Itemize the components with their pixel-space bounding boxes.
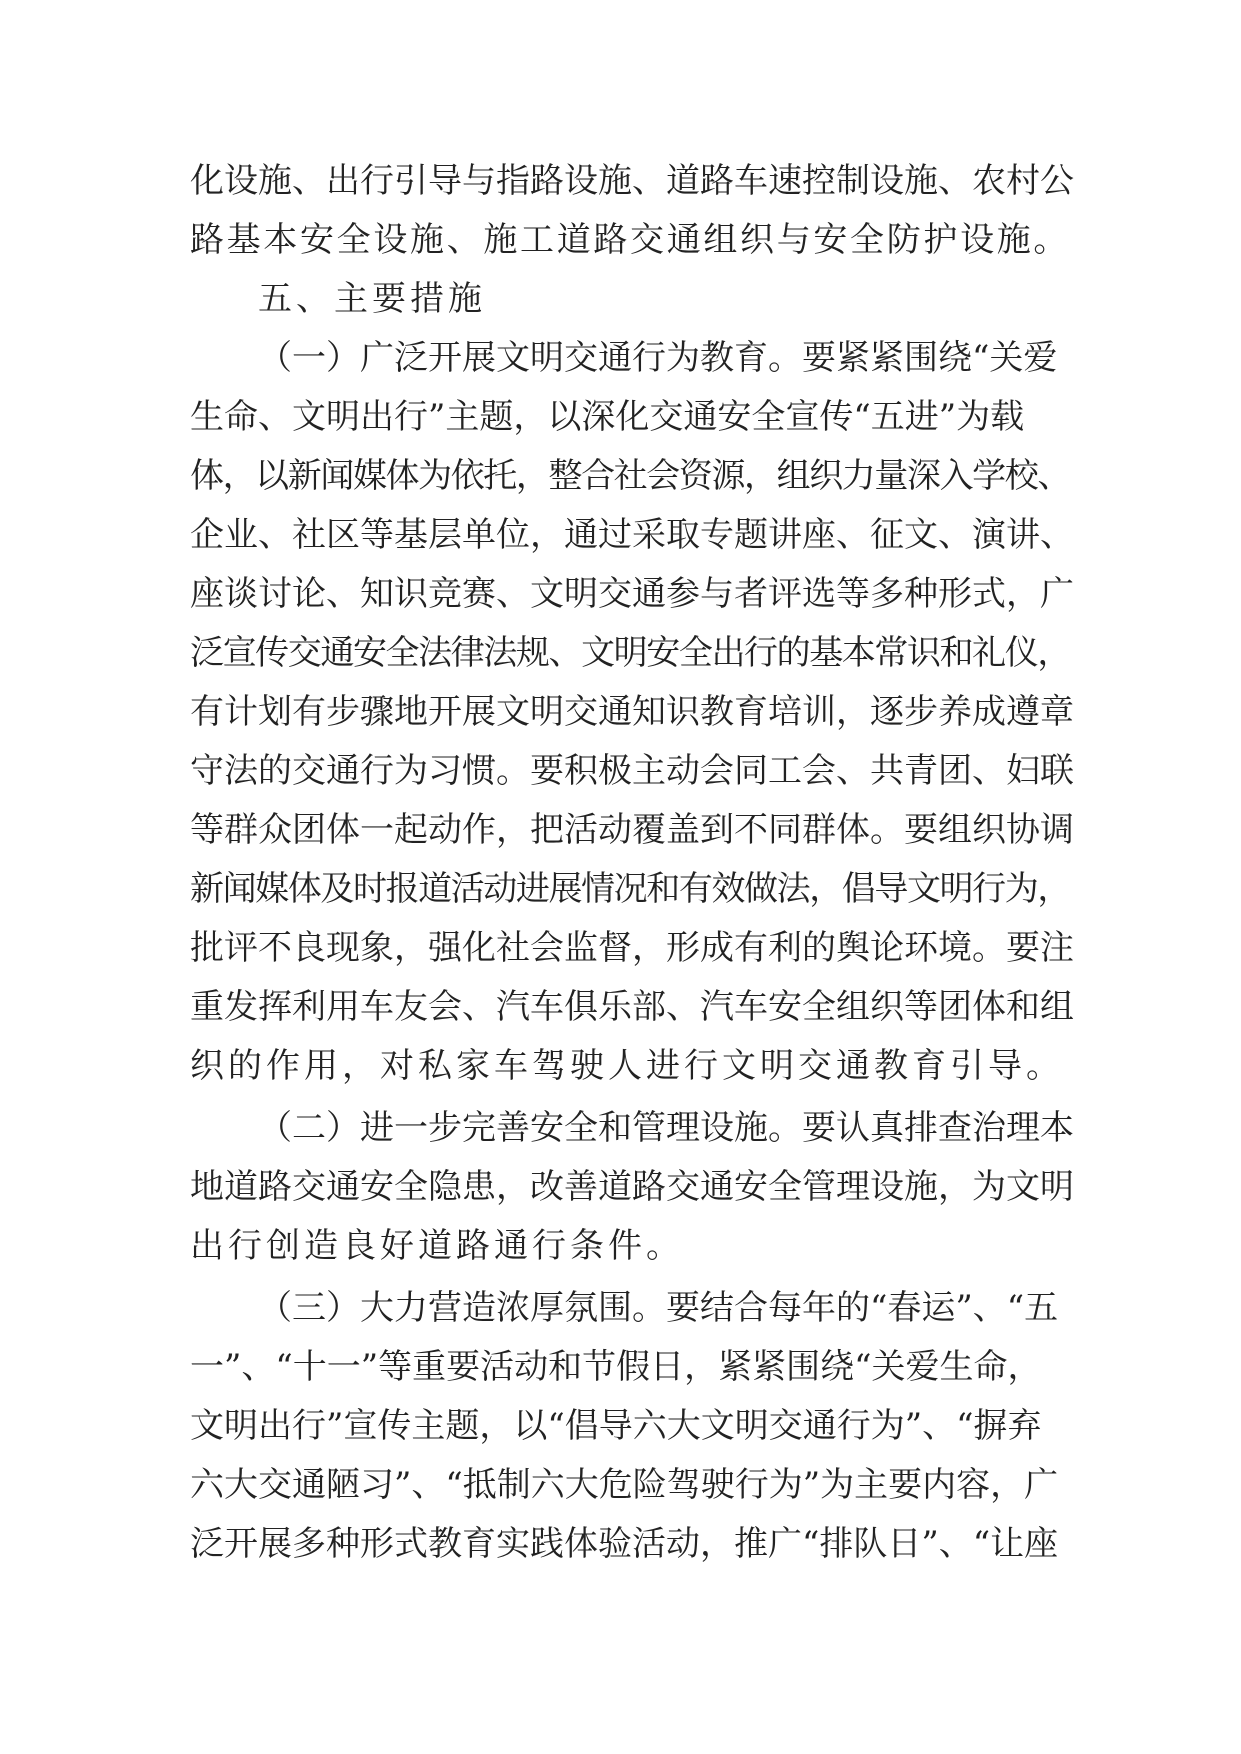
text-line: 化设施、出行引导与指路设施、道路车速控制设施、农村公: [190, 161, 1074, 201]
text-line: 等群众团体一起动作，把活动覆盖到不同群体。要组织协调: [190, 810, 1074, 850]
text-line: 批评不良现象，强化社会监督，形成有利的舆论环境。要注: [190, 928, 1074, 968]
text-line: 六大交通陋习”、“抵制六大危险驾驶行为”为主要内容，广: [190, 1465, 1059, 1505]
paragraph-first-line: （一）广泛开展文明交通行为教育。要紧紧围绕“关爱: [258, 338, 1058, 378]
text-line: 体，以新闻媒体为依托，整合社会资源，组织力量深入学校、: [190, 456, 1070, 496]
section-heading: 五、主要措施: [258, 279, 486, 319]
text-line: 织的作用，对私家车驾驶人进行文明交通教育引导。: [190, 1046, 1064, 1086]
text-line: 生命、文明出行”主题，以深化交通安全宣传“五进”为载: [190, 397, 1025, 437]
text-line: 新闻媒体及时报道活动进展情况和有效做法，倡导文明行为，: [190, 869, 1070, 909]
text-line: 泛宣传交通安全法律法规、文明安全出行的基本常识和礼仪，: [190, 633, 1070, 673]
text-line: 地道路交通安全隐患，改善道路交通安全管理设施，为文明: [190, 1167, 1074, 1207]
document-body: [190, 152, 1074, 1574]
text-line: 一”、“十一”等重要活动和节假日，紧紧围绕“关爱生命，: [190, 1347, 1042, 1387]
text-line: 守法的交通行为习惯。要积极主动会同工会、共青团、妇联: [190, 751, 1074, 791]
text-line: 重发挥利用车友会、汽车俱乐部、汽车安全组织等团体和组: [190, 987, 1074, 1027]
paragraph-first-line: （二）进一步完善安全和管理设施。要认真排查治理本: [258, 1108, 1074, 1148]
text-line: 路基本安全设施、施工道路交通组织与安全防护设施。: [190, 220, 1071, 260]
paragraph-first-line: （三）大力营造浓厚氛围。要结合每年的“春运”、“五: [258, 1288, 1059, 1328]
text-line: 座谈讨论、知识竞赛、文明交通参与者评选等多种形式，广: [190, 574, 1074, 614]
text-line: 有计划有步骤地开展文明交通知识教育培训，逐步养成遵章: [190, 692, 1074, 732]
text-line: 泛开展多种形式教育实践体验活动，推广“排队日”、“让座: [190, 1524, 1059, 1564]
text-line: 文明出行”宣传主题，以“倡导六大文明交通行为”、“摒弃: [190, 1406, 1042, 1446]
text-line: 出行创造良好道路通行条件。: [190, 1226, 684, 1266]
text-line: 企业、社区等基层单位，通过采取专题讲座、征文、演讲、: [190, 515, 1074, 555]
